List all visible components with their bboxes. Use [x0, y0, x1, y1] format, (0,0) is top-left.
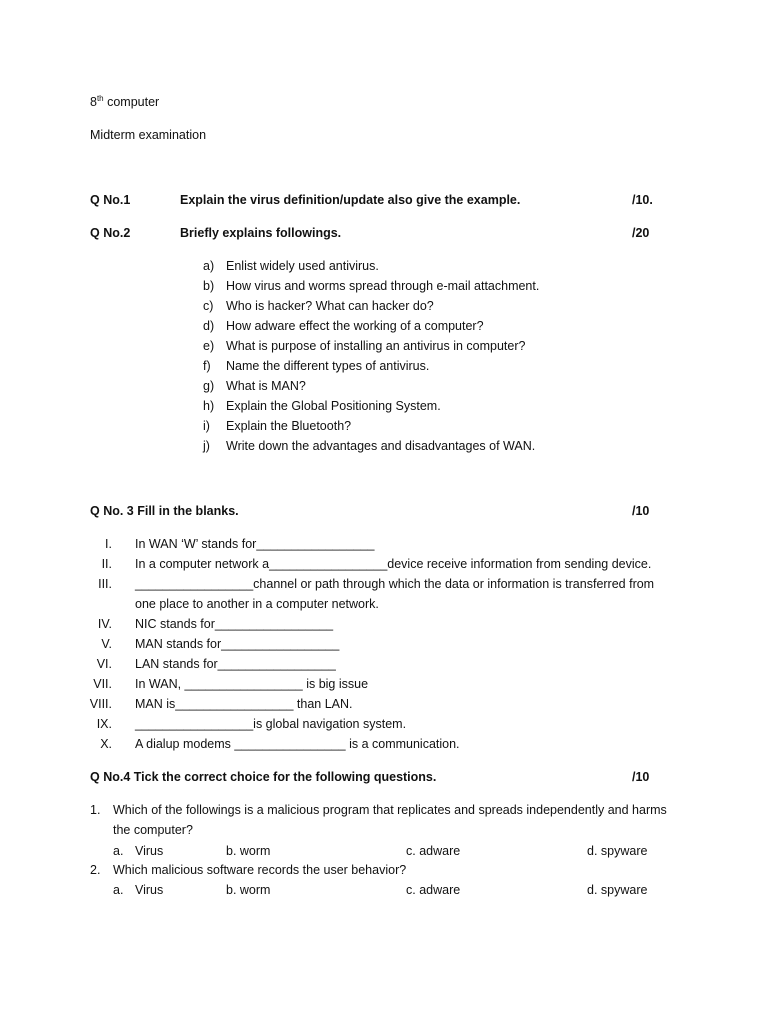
list-item-continuation: one place to another in a computer network. — [135, 597, 379, 611]
list-item: VI. LAN stands for_________________ — [96, 657, 336, 671]
list-item: VII. In WAN, _________________ is big issue — [93, 677, 369, 691]
question-number: Q No.2 — [90, 226, 131, 240]
question-2 — [90, 223, 680, 243]
mcq-options — [113, 880, 673, 900]
question-marks: /10 — [632, 504, 650, 518]
list-item: X. A dialup modems ________________ is a communication. — [100, 737, 460, 751]
exam-title: Midterm examination — [90, 128, 207, 142]
mcq-options — [113, 841, 673, 861]
list-item: IX. _________________is global navigation system. — [96, 717, 407, 731]
question-text: Explain the virus definition/update also give the example. — [180, 193, 521, 207]
question-3 — [90, 501, 680, 521]
option-d: d. spyware — [587, 844, 648, 858]
question-heading: Q No. 3 Fill in the blanks. — [90, 504, 239, 518]
mcq-question: 1. Which of the followings is a malicious program that replicates and spreads independently and harms the computer? — [90, 803, 667, 837]
question-number: Q No.1 — [90, 193, 131, 207]
grade-suffix: th — [96, 93, 104, 103]
question-marks: /10 — [632, 770, 650, 784]
option-c: c. adware — [406, 844, 461, 858]
option-marker: a. — [113, 844, 124, 858]
option-marker: a. — [113, 883, 124, 897]
list-item: IV. NIC stands for_________________ — [97, 617, 334, 631]
list-item: V. MAN stands for_________________ — [101, 637, 340, 651]
option-c: c. adware — [406, 883, 461, 897]
grade-number: 8 — [90, 95, 97, 109]
option-a: Virus — [135, 844, 164, 858]
question-4 — [90, 767, 680, 787]
question-text: Briefly explains followings. — [180, 226, 342, 240]
list-item: III. _________________channel or path through which the data or information is transferred from — [98, 577, 655, 591]
list-item: VIII. MAN is_________________ than LAN. — [89, 697, 353, 711]
option-b: b. worm — [226, 883, 271, 897]
grade-subject: computer — [103, 95, 160, 109]
question-marks: /10. — [632, 193, 653, 207]
option-b: b. worm — [226, 844, 271, 858]
option-a: Virus — [135, 883, 164, 897]
mcq-question: 2. Which malicious software records the user behavior? — [90, 863, 407, 877]
question-1 — [90, 190, 680, 210]
exam-page: 8th computer Midterm examination Q No.1 Explain the virus definition/update also give the example. /10. Q No.2 Briefly explains followings. /20 a) Enlist widely used antivirus. b) How virus and worms spread through e-mail attachment. c) Who is hacker? What can hacker do? d) How adware effect the working of a computer? e) What is purpose of installing an antivirus in computer? f) Name the different types of antivirus. g) What is MAN? h) Explain the Global Positioning System. i) Explain the Bluetooth? j) Write down the advantages and disadvantages of WAN. Q No. 3 Fill in the blanks. /10 I. In WAN ‘W’ stands for_________________ II. In a computer network a_________________device receive information from sending device. III. _________________channel or path through which the data or information is transferred from one place to another in a computer network. IV. NIC stands for_________________ V. MAN stands for_________________ VI. LAN stands for_________________ VII. In WAN, _________________ is big issue VIII. MAN is_________________ than LAN. IX. _________________is global navigation system. X. A dialup modems ________________ is a communication. Q No.4 Tick the correct choice for the following questions. /10 1. Which of the followings is a malicious program that replicates and spreads independently and harms the computer? a. Virus b. worm c. adware d. spyware 2. Which malicious software records the user behavior? a. Virus b. worm c. adware d. spyware — [0, 0, 768, 1024]
list-item: I. In WAN ‘W’ stands for_________________ — [105, 537, 375, 551]
grade-line — [90, 92, 159, 112]
question-marks: /20 — [632, 226, 650, 240]
list-item: II. In a computer network a_________________device receive information from sending device. — [101, 557, 652, 571]
question-heading: Q No.4 Tick the correct choice for the following questions. — [90, 770, 437, 784]
option-d: d. spyware — [587, 883, 648, 897]
